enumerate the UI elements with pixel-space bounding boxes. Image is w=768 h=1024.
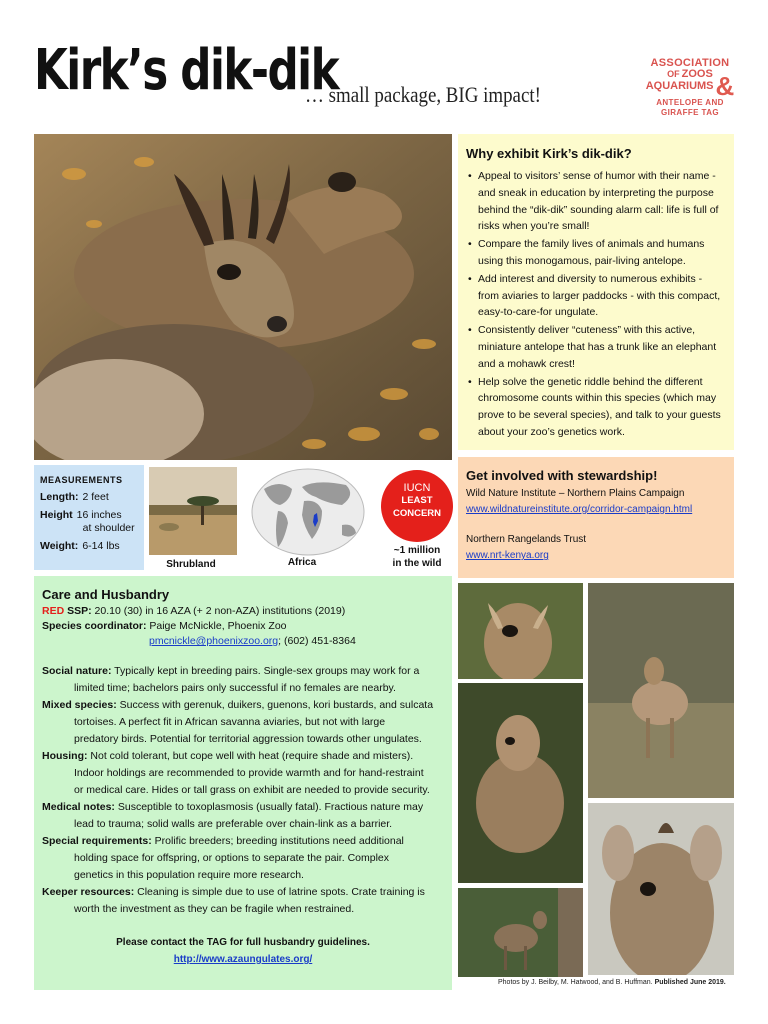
coordinator-line: Species coordinator: Paige McNickle, Phoenix Zoo <box>42 620 287 632</box>
care-item: Social nature: Typically kept in breeding pairs. Single-sex groups may work for a limited time; bachelors pairs only successful if no females are nearby. <box>42 665 420 694</box>
care-items <box>42 663 444 918</box>
shrubland-label: Shrubland <box>166 559 216 570</box>
stewardship-link1[interactable]: www.wildnatureinstitute.org/corridor-campaign.html <box>466 504 693 515</box>
ssp-line: RED SSP: 20.10 (30) in 16 AZA (+ 2 non-AZA) institutions (2019) <box>42 605 346 617</box>
care-item: Keeper resources: Cleaning is simple due to use of latrine spots. Crate training is worth the investment as they can be fragile when restrained. <box>42 886 425 915</box>
stewardship-link2[interactable]: www.nrt-kenya.org <box>466 550 549 561</box>
aza-logo: ASSOCIATION OF ZOOS AQUARIUMS & ANTELOPE AND GIRAFFE TAG <box>645 57 735 117</box>
measurements-box <box>34 465 144 570</box>
care-husbandry-box <box>34 576 452 990</box>
why-bullet: • Help solve the genetic riddle behind the different chromosome counts within this species (which may prove to be several species), and talk to your guests about your zoo’s genetics work. <box>466 374 724 441</box>
photo-credits: Photos by J. Beilby, M. Hatwood, and B. Huffman. Published June 2019. <box>498 979 726 986</box>
why-exhibit-box <box>458 134 734 450</box>
contact-note: Please contact the TAG for full husbandry guidelines. http://www.azaungulates.org/ <box>116 937 370 965</box>
stewardship-heading: Get involved with stewardship! <box>466 468 658 483</box>
stewardship-org1: Wild Nature Institute – Northern Plains Campaign <box>466 488 685 499</box>
dikdik-photo-3 <box>458 683 583 883</box>
iucn-status-badge: IUCN LEAST CONCERN <box>381 470 453 542</box>
care-heading: Care and Husbandry <box>42 587 170 602</box>
dikdik-photo-5 <box>458 888 583 977</box>
stewardship-org2: Northern Rangelands Trust <box>466 534 587 545</box>
care-item: Special requirements: Prolific breeders; breeding institutions need additional holding space for offspring, or options to separate the pair. Complex genetics in this population require more research. <box>42 835 404 881</box>
care-item: Medical notes: Susceptible to toxoplasmosis (usually fatal). Fractious nature may lead to trauma; solid walls are preferable over chain-link as a barrier. <box>42 801 424 830</box>
measurements-heading: MEASUREMENTS <box>40 475 123 485</box>
coordinator-email-link[interactable]: pmcnickle@phoenixzoo.org <box>149 635 279 647</box>
height-row: Height 16 inches at shoulder <box>40 509 135 534</box>
stewardship-box <box>458 457 734 578</box>
tag-website-link[interactable]: http://www.azaungulates.org/ <box>173 954 313 965</box>
shrubland-photo <box>149 467 237 555</box>
why-bullet: • Add interest and diversity to numerous exhibits - from aviaries to larger paddocks - with this compact, easy-to-care-for ungulate. <box>466 271 724 321</box>
why-bullet: • Appeal to visitors’ sense of humor with their name - and sneak in education by interpreting the purpose behind the “dik-dik” sounding alarm call: life is full of risks when you’re small! <box>466 168 724 235</box>
africa-label: Africa <box>287 557 317 568</box>
main-dikdik-photo <box>34 134 452 460</box>
weight-row: Weight: 6-14 lbs <box>40 540 120 552</box>
population-estimate: ~1 million in the wild <box>392 545 442 569</box>
why-heading: Why exhibit Kirk’s dik-dik? <box>466 146 632 161</box>
dikdik-photo-4 <box>588 803 734 975</box>
dikdik-photo-1 <box>458 583 583 679</box>
care-item: Housing: Not cold tolerant, but cope well with heat (require shade and misters). Indoor holdings are recommended to provide warmth and for hand-restraint or medical care. Hides or tall grass on exhibit are needed to provide security. <box>42 750 430 796</box>
why-bullet: • Consistently deliver “cuteness” with this active, miniature antelope that has a trunk like an elephant and a mohawk crest! <box>466 322 724 372</box>
care-item: Mixed species: Success with gerenuk, duikers, guenons, kori bustards, and sulcata tortoises. A perfect fit in African savanna aviaries, but not with large predatory birds. Potential for territorial aggression towards other ungulates. <box>42 699 434 745</box>
africa-range-map <box>250 467 370 557</box>
dikdik-photo-2 <box>588 583 734 798</box>
why-list <box>466 168 724 441</box>
page-title: Kirk’s dik-dik <box>34 38 339 103</box>
page-tagline: … small package, BIG impact! <box>305 82 541 107</box>
coordinator-contact: pmcnickle@phoenixzoo.org; (602) 451-8364 <box>149 635 356 647</box>
length-row: Length: 2 feet <box>40 491 109 503</box>
why-bullet: • Compare the family lives of animals and humans using this monogamous, pair-living antelope. <box>466 236 724 270</box>
